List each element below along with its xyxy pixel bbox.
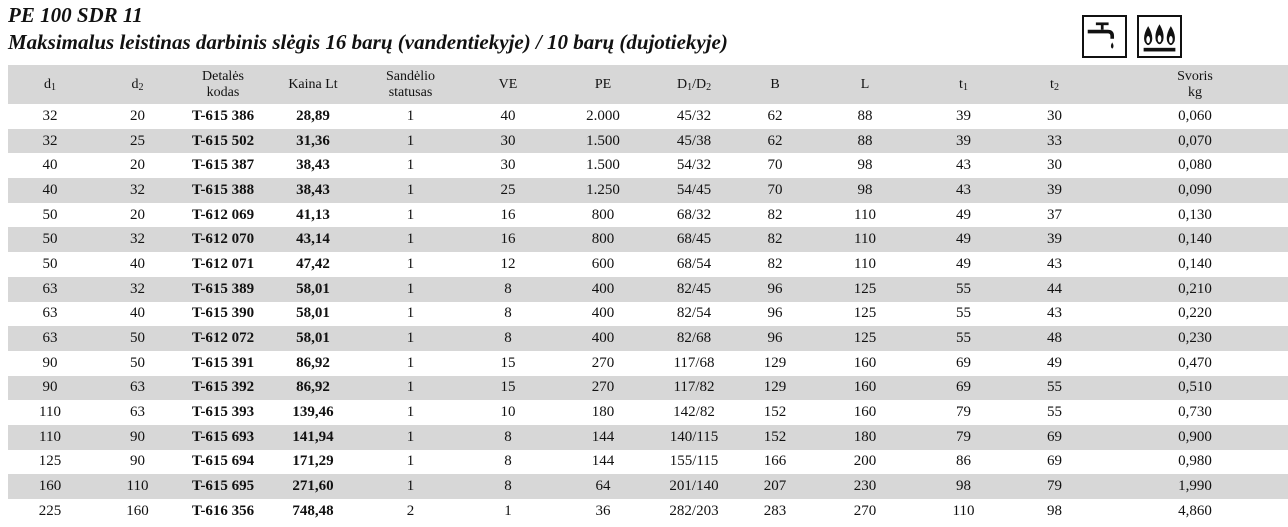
cell-d1-d2: 68/54 xyxy=(676,255,712,272)
cell-weight: 0,060 xyxy=(1178,107,1212,124)
cell-ve: 30 xyxy=(500,157,516,174)
cell-pe: 400 xyxy=(591,305,615,322)
cell-b: 82 xyxy=(767,255,783,272)
cell-t2: 33 xyxy=(1007,129,1102,154)
cell-weight: 0,070 xyxy=(1102,129,1288,154)
cell-b: 82 xyxy=(767,206,783,223)
cell-stock-status: 1 xyxy=(363,129,458,154)
col-header-b: B xyxy=(740,65,810,104)
cell-stock-status: 1 xyxy=(406,157,415,174)
cell-d1: 32 xyxy=(42,107,58,124)
cell-d2: 40 xyxy=(130,255,145,272)
cell-b: 96 xyxy=(740,277,810,302)
cell-d2: 20 xyxy=(130,157,145,174)
cell-stock-status: 1 xyxy=(406,107,415,124)
table-row xyxy=(8,203,1288,228)
cell-t1: 49 xyxy=(920,227,1007,252)
cell-d1: 40 xyxy=(42,157,58,174)
cell-d1: 50 xyxy=(42,206,58,223)
col-header-stock-status: Sandėlio statusas xyxy=(363,65,458,104)
cell-part-code: T-615 502 xyxy=(183,129,263,154)
cell-t2: 43 xyxy=(1047,305,1062,322)
cell-ve: 40 xyxy=(500,107,516,124)
cell-weight: 4,860 xyxy=(1178,502,1212,519)
cell-part-code: T-615 391 xyxy=(191,354,255,371)
cell-weight: 0,130 xyxy=(1178,206,1212,223)
gas-flame-icon xyxy=(1137,15,1182,58)
cell-t2: 39 xyxy=(1007,178,1102,203)
col-header-pe: PE xyxy=(558,65,648,104)
table-row xyxy=(8,499,1288,524)
cell-stock-status: 1 xyxy=(363,178,458,203)
table-row xyxy=(8,302,1288,327)
cell-t1: 98 xyxy=(920,474,1007,499)
cell-price: 31,36 xyxy=(263,129,363,154)
cell-t2: 69 xyxy=(1047,453,1062,470)
cell-d1-d2: 82/54 xyxy=(676,305,712,322)
cell-d1-d2: 68/45 xyxy=(648,227,740,252)
cell-b: 152 xyxy=(740,425,810,450)
cell-b: 96 xyxy=(740,326,810,351)
cell-l: 125 xyxy=(810,277,920,302)
cell-weight: 0,730 xyxy=(1178,404,1212,421)
cell-t2: 49 xyxy=(1047,354,1062,371)
cell-d2: 40 xyxy=(130,305,145,322)
page-subtitle: Maksimalus leistinas darbinis slėgis 16 barų (vandentiekyje) / 10 barų (dujotiekyje) xyxy=(8,30,728,54)
cell-pe: 1.500 xyxy=(586,157,620,174)
cell-t1: 39 xyxy=(956,107,971,124)
cell-ve: 8 xyxy=(458,474,558,499)
cell-l: 160 xyxy=(853,404,877,421)
cell-t1: 55 xyxy=(920,326,1007,351)
col-header-t2: $t_2$ xyxy=(1007,65,1102,104)
cell-d1-d2: 117/82 xyxy=(648,376,740,401)
table-header-row xyxy=(8,65,1288,104)
cell-stock-status: 1 xyxy=(363,227,458,252)
cell-price: 47,42 xyxy=(296,255,330,272)
cell-t2: 69 xyxy=(1007,425,1102,450)
cell-pe: 64 xyxy=(558,474,648,499)
cell-weight: 0,090 xyxy=(1102,178,1288,203)
cell-t2: 44 xyxy=(1007,277,1102,302)
cell-t1: 79 xyxy=(956,404,971,421)
cell-t1: 43 xyxy=(920,178,1007,203)
cell-t2: 30 xyxy=(1047,157,1062,174)
cell-b: 62 xyxy=(767,107,783,124)
cell-price: 86,92 xyxy=(296,354,330,371)
cell-d1-d2: 68/32 xyxy=(676,206,712,223)
col-header-d2: $d_2$ xyxy=(92,65,183,104)
col-header-part-code: Detalės kodas xyxy=(183,65,263,104)
cell-pe: 180 xyxy=(591,404,615,421)
cell-l: 98 xyxy=(810,178,920,203)
cell-d1-d2: 54/45 xyxy=(648,178,740,203)
cell-ve: 8 xyxy=(458,277,558,302)
cell-d1-d2: 117/68 xyxy=(673,354,715,371)
cell-ve: 8 xyxy=(458,425,558,450)
cell-d2: 20 xyxy=(130,107,145,124)
cell-price: 139,46 xyxy=(292,404,334,421)
cell-t1: 69 xyxy=(956,354,971,371)
cell-price: 141,94 xyxy=(263,425,363,450)
cell-l: 160 xyxy=(853,354,877,371)
water-tap-icon xyxy=(1082,15,1127,58)
cell-part-code: T-615 387 xyxy=(191,157,255,174)
col-header-price: Kaina Lt xyxy=(263,65,363,104)
cell-price: 58,01 xyxy=(263,326,363,351)
cell-t1: 79 xyxy=(920,425,1007,450)
cell-stock-status: 1 xyxy=(406,453,415,470)
cell-d1: 50 xyxy=(42,255,58,272)
cell-pe: 800 xyxy=(591,206,615,223)
cell-l: 230 xyxy=(810,474,920,499)
cell-t1: 49 xyxy=(956,206,971,223)
cell-ve: 16 xyxy=(500,206,516,223)
cell-pe: 2.000 xyxy=(586,107,620,124)
cell-part-code: T-615 390 xyxy=(191,305,255,322)
cell-ve: 10 xyxy=(500,404,516,421)
cell-b: 129 xyxy=(763,354,787,371)
cell-l: 88 xyxy=(810,129,920,154)
cell-l: 200 xyxy=(853,453,877,470)
page-title: PE 100 SDR 11 xyxy=(8,3,143,27)
table-body xyxy=(8,104,1288,524)
cell-t2: 30 xyxy=(1047,107,1062,124)
table-row xyxy=(8,376,1288,401)
cell-price: 38,43 xyxy=(296,157,330,174)
cell-stock-status: 1 xyxy=(406,354,415,371)
table-row xyxy=(8,474,1288,499)
cell-d1-d2: 45/32 xyxy=(676,107,712,124)
cell-weight: 0,230 xyxy=(1102,326,1288,351)
cell-t2: 43 xyxy=(1047,255,1062,272)
cell-d2: 20 xyxy=(130,206,145,223)
cell-t1: 86 xyxy=(956,453,971,470)
cell-part-code: T-615 392 xyxy=(183,376,263,401)
cell-part-code: T-612 071 xyxy=(191,255,255,272)
cell-weight: 0,140 xyxy=(1178,255,1212,272)
cell-part-code: T-612 070 xyxy=(183,227,263,252)
table-row xyxy=(8,400,1288,425)
cell-price: 28,89 xyxy=(296,107,330,124)
cell-weight: 1,990 xyxy=(1102,474,1288,499)
cell-price: 58,01 xyxy=(263,277,363,302)
cell-weight: 0,210 xyxy=(1102,277,1288,302)
cell-weight: 0,510 xyxy=(1102,376,1288,401)
cell-d1-d2: 155/115 xyxy=(669,453,719,470)
cell-stock-status: 1 xyxy=(363,277,458,302)
cell-d1: 32 xyxy=(8,129,92,154)
cell-ve: 1 xyxy=(504,502,512,519)
cell-weight: 0,900 xyxy=(1102,425,1288,450)
cell-part-code: T-612 069 xyxy=(191,206,255,223)
cell-l: 88 xyxy=(857,107,873,124)
cell-l: 110 xyxy=(854,255,876,272)
cell-b: 152 xyxy=(763,404,787,421)
cell-b: 166 xyxy=(763,453,787,470)
cell-part-code: T-615 695 xyxy=(183,474,263,499)
cell-t1: 55 xyxy=(956,305,971,322)
cell-ve: 25 xyxy=(458,178,558,203)
cell-ve: 15 xyxy=(458,376,558,401)
cell-t2: 98 xyxy=(1047,502,1062,519)
cell-d2: 50 xyxy=(92,326,183,351)
cell-price: 171,29 xyxy=(292,453,334,470)
cell-l: 98 xyxy=(857,157,873,174)
cell-t1: 43 xyxy=(956,157,971,174)
cell-price: 43,14 xyxy=(263,227,363,252)
cell-stock-status: 1 xyxy=(406,206,415,223)
cell-b: 207 xyxy=(740,474,810,499)
cell-ve: 30 xyxy=(458,129,558,154)
cell-d1-d2: 142/82 xyxy=(673,404,715,421)
cell-l: 270 xyxy=(853,502,877,519)
cell-stock-status: 2 xyxy=(406,502,415,519)
cell-t2: 39 xyxy=(1007,227,1102,252)
cell-stock-status: 1 xyxy=(363,425,458,450)
cell-weight: 0,080 xyxy=(1178,157,1212,174)
table-row xyxy=(8,425,1288,450)
cell-pe: 800 xyxy=(558,227,648,252)
cell-t1: 55 xyxy=(920,277,1007,302)
cell-d1-d2: 201/140 xyxy=(648,474,740,499)
table-row xyxy=(8,252,1288,277)
cell-b: 129 xyxy=(740,376,810,401)
cell-ve: 8 xyxy=(458,326,558,351)
cell-part-code: T-616 356 xyxy=(191,502,255,519)
cell-part-code: T-615 693 xyxy=(183,425,263,450)
cell-d1: 50 xyxy=(8,227,92,252)
cell-t2: 55 xyxy=(1047,404,1062,421)
cell-d2: 63 xyxy=(130,404,145,421)
cell-d1-d2: 54/32 xyxy=(676,157,712,174)
cell-price: 41,13 xyxy=(296,206,330,223)
table-row xyxy=(8,450,1288,475)
cell-part-code: T-615 694 xyxy=(191,453,255,470)
cell-b: 96 xyxy=(767,305,783,322)
cell-d1-d2: 140/115 xyxy=(648,425,740,450)
cell-t2: 55 xyxy=(1007,376,1102,401)
cell-price: 748,48 xyxy=(292,502,334,519)
cell-pe: 1.500 xyxy=(558,129,648,154)
cell-t2: 79 xyxy=(1007,474,1102,499)
cell-ve: 16 xyxy=(458,227,558,252)
cell-weight: 0,220 xyxy=(1178,305,1212,322)
cell-t2: 37 xyxy=(1047,206,1062,223)
cell-t1: 110 xyxy=(952,502,975,519)
cell-ve: 8 xyxy=(504,305,512,322)
cell-t1: 39 xyxy=(920,129,1007,154)
table-row xyxy=(8,129,1288,154)
cell-d1: 225 xyxy=(38,502,62,519)
cell-d2: 63 xyxy=(92,376,183,401)
cell-price: 38,43 xyxy=(263,178,363,203)
cell-l: 160 xyxy=(810,376,920,401)
cell-d1-d2: 45/38 xyxy=(648,129,740,154)
cell-t2: 48 xyxy=(1007,326,1102,351)
cell-d1: 110 xyxy=(39,404,61,421)
cell-d1: 90 xyxy=(42,354,58,371)
cell-b: 70 xyxy=(767,157,783,174)
col-header-d1-d2: $D_1/D_2$ xyxy=(648,65,740,104)
cell-l: 125 xyxy=(853,305,877,322)
cell-b: 82 xyxy=(740,227,810,252)
table-row xyxy=(8,351,1288,376)
col-header-d1: $d_1$ xyxy=(8,65,92,104)
cell-part-code: T-615 389 xyxy=(183,277,263,302)
cell-pe: 400 xyxy=(558,277,648,302)
cell-pe: 144 xyxy=(558,425,648,450)
cell-d2: 32 xyxy=(92,277,183,302)
cell-price: 58,01 xyxy=(296,305,330,322)
fittings-table xyxy=(8,65,1288,524)
cell-part-code: T-615 393 xyxy=(191,404,255,421)
cell-stock-status: 1 xyxy=(406,404,415,421)
cell-d1: 160 xyxy=(8,474,92,499)
cell-part-code: T-612 072 xyxy=(183,326,263,351)
cell-b: 70 xyxy=(740,178,810,203)
cell-t1: 69 xyxy=(920,376,1007,401)
cell-ve: 12 xyxy=(500,255,516,272)
table-row xyxy=(8,178,1288,203)
cell-d1: 63 xyxy=(42,305,58,322)
cell-d1: 40 xyxy=(8,178,92,203)
table-row xyxy=(8,326,1288,351)
cell-pe: 600 xyxy=(591,255,615,272)
cell-weight: 0,980 xyxy=(1178,453,1212,470)
cell-weight: 0,470 xyxy=(1178,354,1212,371)
cell-pe: 36 xyxy=(595,502,611,519)
cell-pe: 270 xyxy=(558,376,648,401)
cell-d2: 50 xyxy=(130,354,145,371)
cell-d1: 63 xyxy=(8,277,92,302)
cell-weight: 0,140 xyxy=(1102,227,1288,252)
cell-l: 180 xyxy=(810,425,920,450)
cell-d2: 32 xyxy=(92,227,183,252)
table-row xyxy=(8,277,1288,302)
cell-d1-d2: 82/68 xyxy=(648,326,740,351)
cell-pe: 144 xyxy=(591,453,615,470)
cell-stock-status: 1 xyxy=(363,326,458,351)
cell-l: 125 xyxy=(810,326,920,351)
cell-d2: 90 xyxy=(92,425,183,450)
cell-part-code: T-615 388 xyxy=(183,178,263,203)
table-row xyxy=(8,104,1288,129)
col-header-l: L xyxy=(810,65,920,104)
cell-stock-status: 1 xyxy=(363,474,458,499)
cell-d1: 90 xyxy=(8,376,92,401)
cell-d1-d2: 282/203 xyxy=(669,502,719,519)
cell-d1: 125 xyxy=(38,453,62,470)
col-header-ve: VE xyxy=(458,65,558,104)
cell-pe: 270 xyxy=(591,354,615,371)
cell-l: 110 xyxy=(810,227,920,252)
cell-pe: 1.250 xyxy=(558,178,648,203)
cell-stock-status: 1 xyxy=(406,255,415,272)
col-header-weight: Svoris kg xyxy=(1102,65,1288,104)
col-header-t1: $t_1$ xyxy=(920,65,1007,104)
cell-price: 86,92 xyxy=(263,376,363,401)
cell-ve: 15 xyxy=(500,354,516,371)
table-row xyxy=(8,227,1288,252)
cell-t1: 49 xyxy=(956,255,971,272)
cell-part-code: T-615 386 xyxy=(191,107,255,124)
cell-price: 271,60 xyxy=(263,474,363,499)
cell-d1: 110 xyxy=(8,425,92,450)
cell-pe: 400 xyxy=(558,326,648,351)
cell-ve: 8 xyxy=(504,453,512,470)
cell-d2: 90 xyxy=(130,453,145,470)
cell-b: 62 xyxy=(740,129,810,154)
table-row xyxy=(8,153,1288,178)
cell-d2: 32 xyxy=(92,178,183,203)
cell-d1-d2: 82/45 xyxy=(648,277,740,302)
cell-l: 110 xyxy=(854,206,876,223)
cell-d2: 25 xyxy=(92,129,183,154)
cell-b: 283 xyxy=(763,502,787,519)
cell-d1: 63 xyxy=(8,326,92,351)
cell-stock-status: 1 xyxy=(363,376,458,401)
cell-stock-status: 1 xyxy=(406,305,415,322)
cell-d2: 160 xyxy=(126,502,149,519)
cell-d2: 110 xyxy=(92,474,183,499)
